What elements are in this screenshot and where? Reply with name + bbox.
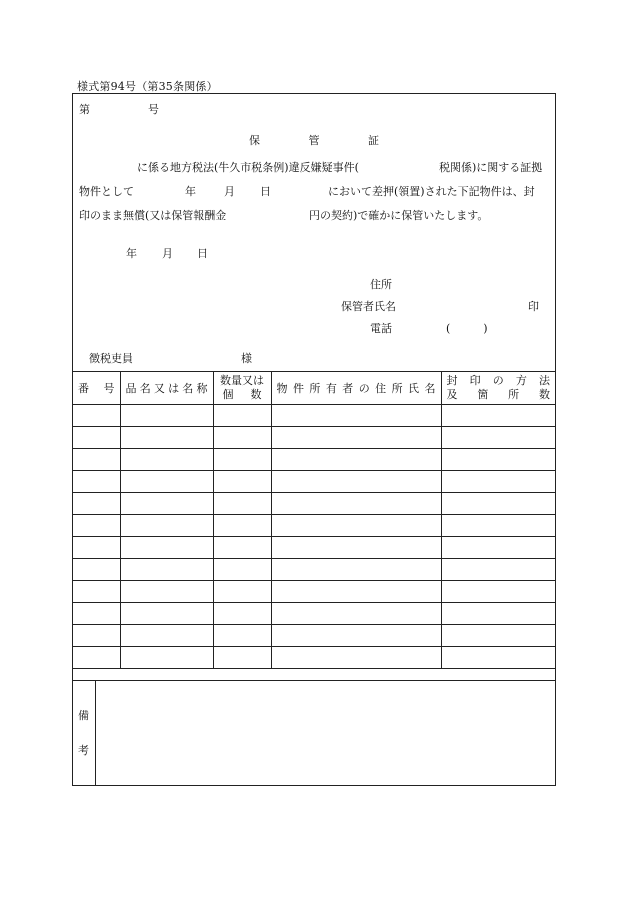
body-line2-year: 年: [185, 185, 196, 198]
seal-mark: 印: [528, 300, 539, 313]
table-cell[interactable]: [73, 515, 120, 537]
table-cell[interactable]: [271, 647, 441, 669]
table-cell[interactable]: [73, 625, 120, 647]
table-cell[interactable]: [213, 559, 271, 581]
table-row: [73, 603, 555, 625]
tax-official-label: 徴税吏員: [89, 352, 133, 365]
table-cell[interactable]: [271, 405, 441, 427]
table-row: [73, 427, 555, 449]
table-cell[interactable]: [441, 405, 555, 427]
table-cell[interactable]: [73, 537, 120, 559]
keeper-phone-parens: ( ): [446, 322, 488, 335]
table-cell[interactable]: [213, 427, 271, 449]
table-cell[interactable]: [271, 471, 441, 493]
table-cell[interactable]: [120, 471, 213, 493]
items-table: [73, 371, 555, 669]
table-row: [73, 581, 555, 603]
body-line3-a: 印のまま無償(又は保管報酬金: [79, 209, 227, 222]
table-cell[interactable]: [213, 581, 271, 603]
table-cell[interactable]: [271, 515, 441, 537]
remarks-section: [73, 680, 555, 786]
date-year: 年: [126, 247, 137, 260]
remarks-label: [73, 681, 96, 786]
table-cell[interactable]: [441, 493, 555, 515]
table-cell[interactable]: [73, 405, 120, 427]
header-item-name: 品 名 又 は 名 称: [120, 372, 213, 405]
table-cell[interactable]: [271, 559, 441, 581]
table-cell[interactable]: [120, 427, 213, 449]
table-cell[interactable]: [441, 559, 555, 581]
table-cell[interactable]: [271, 581, 441, 603]
keeper-address-label: 住所: [370, 278, 392, 291]
table-cell[interactable]: [73, 493, 120, 515]
remarks-char-1: 備: [78, 709, 89, 722]
table-cell[interactable]: [120, 603, 213, 625]
table-cell[interactable]: [213, 449, 271, 471]
table-cell[interactable]: [213, 493, 271, 515]
table-cell[interactable]: [120, 515, 213, 537]
table-cell[interactable]: [213, 603, 271, 625]
body-line3-b: 円の契約)で確かに保管いたします。: [309, 209, 489, 222]
table-cell[interactable]: [271, 603, 441, 625]
table-row: [73, 449, 555, 471]
table-cell[interactable]: [271, 427, 441, 449]
table-cell[interactable]: [120, 537, 213, 559]
table-cell[interactable]: [213, 625, 271, 647]
table-row: [73, 559, 555, 581]
header-quantity: 数量又は 個 数: [213, 372, 271, 405]
header-owner: 物 件 所 有 者 の 住 所 氏 名: [271, 372, 441, 405]
table-cell[interactable]: [441, 427, 555, 449]
date-month: 月: [162, 247, 173, 260]
table-cell[interactable]: [73, 603, 120, 625]
body-line2-month: 月: [224, 185, 235, 198]
table-cell[interactable]: [441, 647, 555, 669]
document-title: 保 管 証: [249, 134, 379, 147]
table-row: [73, 515, 555, 537]
items-table-body: [73, 405, 555, 669]
form-number: 様式第94号（第35条関係）: [77, 80, 218, 93]
table-cell[interactable]: [271, 625, 441, 647]
table-row: [73, 625, 555, 647]
table-cell[interactable]: [441, 581, 555, 603]
table-cell[interactable]: [271, 493, 441, 515]
table-cell[interactable]: [441, 449, 555, 471]
honorific-sama: 様: [241, 352, 252, 365]
keeper-name-label: 保管者氏名: [341, 300, 396, 313]
table-cell[interactable]: [120, 647, 213, 669]
table-cell[interactable]: [213, 471, 271, 493]
table-cell[interactable]: [73, 471, 120, 493]
remarks-char-2: 考: [78, 744, 89, 757]
table-header-row: [73, 372, 555, 405]
table-cell[interactable]: [73, 559, 120, 581]
table-cell[interactable]: [73, 647, 120, 669]
header-number: 番 号: [73, 372, 120, 405]
table-cell[interactable]: [271, 537, 441, 559]
table-cell[interactable]: [441, 603, 555, 625]
table-cell[interactable]: [441, 471, 555, 493]
table-cell[interactable]: [213, 405, 271, 427]
table-row: [73, 471, 555, 493]
table-cell[interactable]: [441, 537, 555, 559]
table-cell[interactable]: [73, 581, 120, 603]
table-cell[interactable]: [120, 559, 213, 581]
table-cell[interactable]: [441, 515, 555, 537]
table-cell[interactable]: [120, 449, 213, 471]
table-row: [73, 537, 555, 559]
table-row: [73, 647, 555, 669]
table-cell[interactable]: [73, 427, 120, 449]
table-cell[interactable]: [120, 493, 213, 515]
table-cell[interactable]: [271, 449, 441, 471]
header-seal-method: 封 印 の 方 法 及 箇 所 数: [441, 372, 555, 405]
table-cell[interactable]: [73, 449, 120, 471]
certificate-frame: [72, 93, 556, 786]
body-line2-b: において差押(領置)された下記物件は、封: [328, 185, 535, 198]
number-prefix: 第: [79, 103, 90, 116]
table-cell[interactable]: [120, 581, 213, 603]
table-cell[interactable]: [120, 405, 213, 427]
body-line2-day: 日: [260, 185, 271, 198]
table-cell[interactable]: [213, 515, 271, 537]
number-suffix: 号: [148, 103, 159, 116]
table-cell[interactable]: [120, 625, 213, 647]
body-line2-a: 物件として: [79, 185, 134, 198]
body-line1-a: に係る地方税法(牛久市税条例)違反嫌疑事件(: [137, 161, 359, 174]
table-row: [73, 493, 555, 515]
table-cell[interactable]: [441, 625, 555, 647]
table-cell[interactable]: [213, 647, 271, 669]
keeper-phone-label: 電話: [370, 322, 392, 335]
table-row: [73, 405, 555, 427]
date-day: 日: [197, 247, 208, 260]
body-line1-b: 税関係)に関する証拠: [439, 161, 543, 174]
table-cell[interactable]: [213, 537, 271, 559]
